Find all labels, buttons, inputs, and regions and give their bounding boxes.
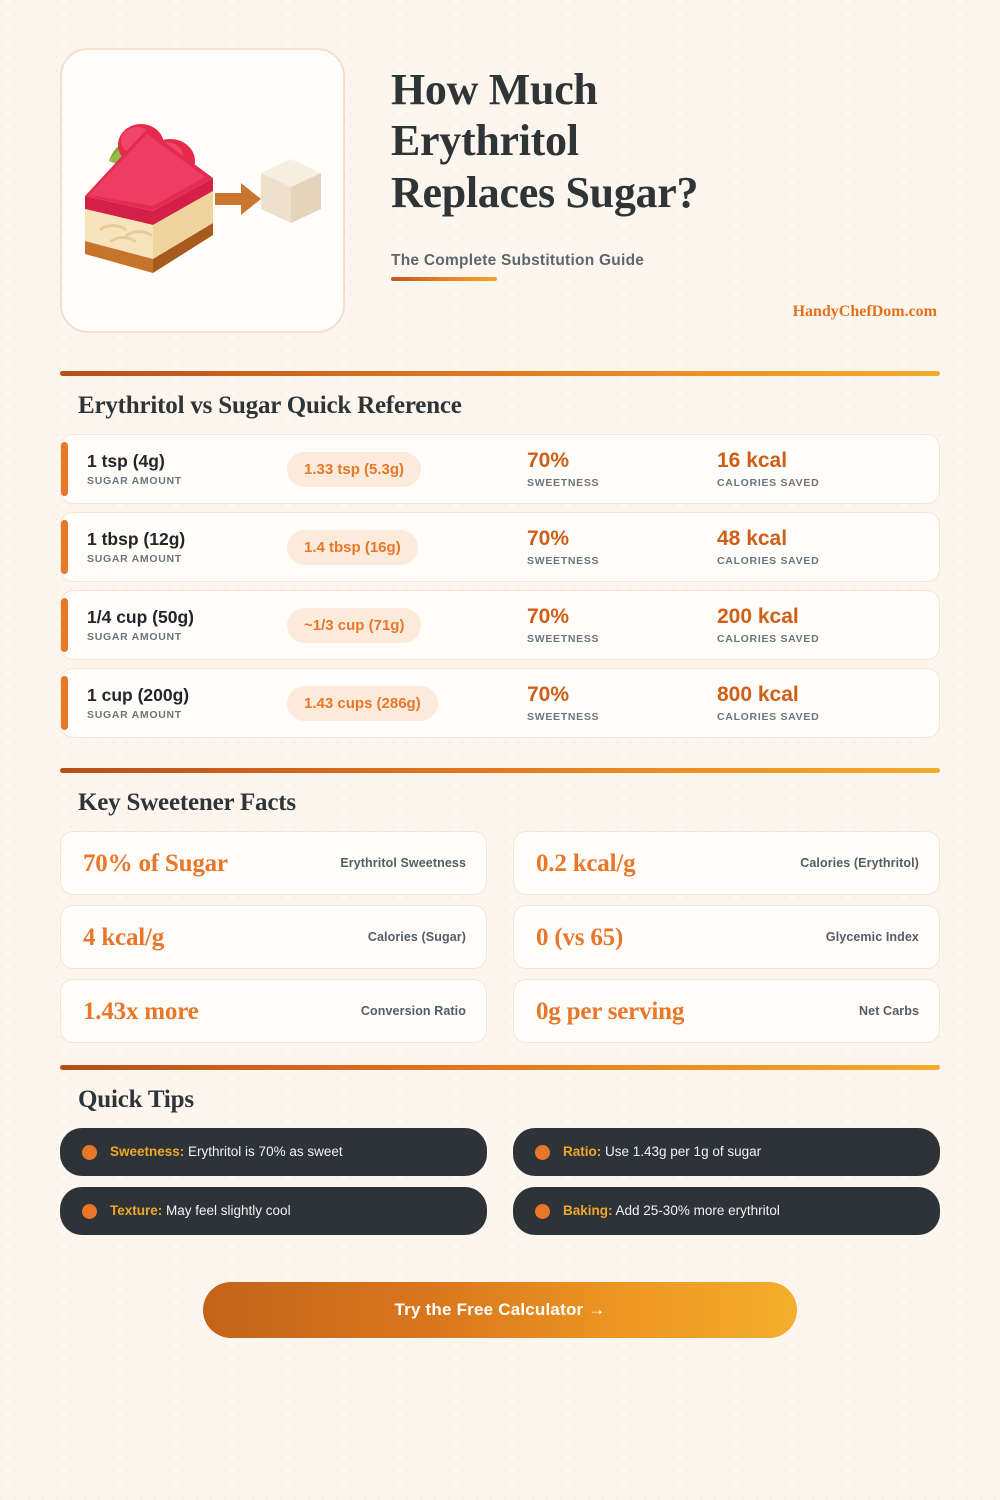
cell-calories-saved bbox=[717, 683, 917, 722]
fact-label: Calories (Erythritol) bbox=[800, 856, 919, 870]
tip-key: Texture: bbox=[110, 1203, 163, 1219]
cell-sugar-amount bbox=[87, 607, 287, 643]
tip-text bbox=[110, 1145, 343, 1159]
fact-label: Glycemic Index bbox=[825, 930, 919, 944]
sweetness-label: SWEETNESS bbox=[527, 476, 600, 489]
sugar-amount-label: SUGAR AMOUNT bbox=[87, 631, 182, 644]
fact-value: 1.43x more bbox=[83, 997, 199, 1025]
erythritol-pill: 1.43 cups (286g) bbox=[287, 686, 438, 721]
tip-text bbox=[563, 1204, 780, 1218]
hero-image-card bbox=[60, 48, 345, 333]
bullet-dot-icon bbox=[82, 1204, 97, 1219]
sweetness-value: 70% bbox=[527, 605, 570, 629]
tip-key: Sweetness: bbox=[110, 1144, 185, 1160]
cell-calories-saved bbox=[717, 449, 917, 488]
erythritol-pill: 1.33 tsp (5.3g) bbox=[287, 452, 421, 487]
tip-text bbox=[110, 1204, 291, 1218]
sweetness-value: 70% bbox=[527, 683, 570, 707]
tip-text bbox=[563, 1145, 761, 1159]
reference-section bbox=[0, 371, 1000, 738]
tip-key: Baking: bbox=[563, 1203, 613, 1219]
tip-item[interactable] bbox=[513, 1187, 940, 1235]
title-line-1: How Much bbox=[391, 65, 598, 114]
cell-erythritol-amount bbox=[287, 530, 527, 565]
facts-grid bbox=[60, 831, 940, 1043]
calories-saved-value: 800 kcal bbox=[717, 683, 799, 707]
tip-body: Use 1.43g per 1g of sugar bbox=[601, 1144, 762, 1160]
calories-saved-label: CALORIES SAVED bbox=[717, 554, 820, 567]
cell-calories-saved bbox=[717, 527, 917, 566]
calories-saved-value: 48 kcal bbox=[717, 527, 788, 551]
sugar-amount-label: SUGAR AMOUNT bbox=[87, 475, 182, 488]
page-title bbox=[391, 64, 940, 218]
sweetness-label: SWEETNESS bbox=[527, 632, 600, 645]
cell-sweetness bbox=[527, 683, 717, 722]
fact-value: 70% of Sugar bbox=[83, 849, 228, 877]
facts-section-title: Key Sweetener Facts bbox=[78, 789, 296, 816]
cheesecake-to-sugar-cube-icon bbox=[75, 63, 330, 318]
fact-value: 0 (vs 65) bbox=[536, 923, 624, 951]
erythritol-pill: 1.4 tbsp (16g) bbox=[287, 530, 418, 565]
fact-card[interactable] bbox=[60, 979, 487, 1043]
erythritol-pill: ~1/3 cup (71g) bbox=[287, 608, 421, 643]
sweetness-value: 70% bbox=[527, 527, 570, 551]
calories-saved-value: 200 kcal bbox=[717, 605, 799, 629]
fact-value: 4 kcal/g bbox=[83, 923, 165, 951]
section-divider-tips bbox=[60, 1065, 940, 1070]
tip-body: Erythritol is 70% as sweet bbox=[184, 1144, 343, 1160]
cell-erythritol-amount bbox=[287, 608, 527, 643]
fact-value: 0.2 kcal/g bbox=[536, 849, 636, 877]
fact-card[interactable] bbox=[60, 905, 487, 969]
row-accent-bar bbox=[61, 520, 68, 574]
tip-item[interactable] bbox=[60, 1128, 487, 1176]
header bbox=[0, 0, 1000, 333]
reference-section-title: Erythritol vs Sugar Quick Reference bbox=[78, 392, 462, 419]
table-row[interactable] bbox=[60, 512, 940, 582]
section-divider-reference bbox=[60, 371, 940, 376]
bullet-dot-icon bbox=[535, 1204, 550, 1219]
row-accent-bar bbox=[61, 442, 68, 496]
table-row[interactable] bbox=[60, 668, 940, 738]
fact-value: 0g per serving bbox=[536, 997, 685, 1025]
calories-saved-label: CALORIES SAVED bbox=[717, 710, 820, 723]
calories-saved-label: CALORIES SAVED bbox=[717, 632, 820, 645]
cell-sweetness bbox=[527, 527, 717, 566]
fact-label: Net Carbs bbox=[859, 1004, 919, 1018]
fact-label: Calories (Sugar) bbox=[367, 930, 466, 944]
calories-saved-label: CALORIES SAVED bbox=[717, 476, 820, 489]
sugar-amount-value: 1/4 cup (50g) bbox=[87, 606, 194, 627]
page-subtitle: The Complete Substitution Guide bbox=[391, 252, 645, 270]
sugar-amount-value: 1 tbsp (12g) bbox=[87, 528, 186, 549]
cta-section bbox=[0, 1282, 1000, 1338]
title-line-2: Erythritol bbox=[391, 116, 579, 166]
calories-saved-value: 16 kcal bbox=[717, 449, 788, 473]
sweetness-label: SWEETNESS bbox=[527, 554, 600, 567]
fact-card[interactable] bbox=[513, 905, 940, 969]
tip-item[interactable] bbox=[60, 1187, 487, 1235]
sugar-amount-value: 1 cup (200g) bbox=[87, 684, 190, 705]
tips-section bbox=[0, 1065, 1000, 1235]
cell-sweetness bbox=[527, 449, 717, 488]
reference-rows bbox=[60, 434, 940, 738]
fact-card[interactable] bbox=[513, 831, 940, 895]
sugar-amount-value: 1 tsp (4g) bbox=[87, 450, 165, 471]
subtitle-block bbox=[391, 252, 940, 281]
sweetness-value: 70% bbox=[527, 449, 570, 473]
fact-label: Conversion Ratio bbox=[360, 1004, 466, 1018]
sugar-amount-label: SUGAR AMOUNT bbox=[87, 709, 182, 722]
fact-card[interactable] bbox=[513, 979, 940, 1043]
tips-section-title: Quick Tips bbox=[78, 1086, 194, 1113]
fact-label: Erythritol Sweetness bbox=[340, 856, 466, 870]
sugar-amount-label: SUGAR AMOUNT bbox=[87, 553, 182, 566]
tip-body: May feel slightly cool bbox=[162, 1203, 291, 1219]
table-row[interactable] bbox=[60, 590, 940, 660]
cell-sweetness bbox=[527, 605, 717, 644]
tip-item[interactable] bbox=[513, 1128, 940, 1176]
tip-key: Ratio: bbox=[563, 1144, 602, 1160]
fact-card[interactable] bbox=[60, 831, 487, 895]
bullet-dot-icon bbox=[535, 1145, 550, 1160]
table-row[interactable] bbox=[60, 434, 940, 504]
cell-sugar-amount bbox=[87, 451, 287, 487]
site-url: HandyChefDom.com bbox=[792, 303, 937, 321]
cell-sugar-amount bbox=[87, 685, 287, 721]
sweetness-label: SWEETNESS bbox=[527, 710, 600, 723]
try-free-calculator-button[interactable]: Try the Free Calculator → bbox=[203, 1282, 797, 1338]
section-divider-facts bbox=[60, 768, 940, 773]
row-accent-bar bbox=[61, 676, 68, 730]
cell-erythritol-amount bbox=[287, 686, 527, 721]
facts-section bbox=[0, 768, 1000, 1043]
tip-body: Add 25-30% more erythritol bbox=[612, 1203, 780, 1219]
cell-sugar-amount bbox=[87, 529, 287, 565]
row-accent-bar bbox=[61, 598, 68, 652]
bullet-dot-icon bbox=[82, 1145, 97, 1160]
cell-erythritol-amount bbox=[287, 452, 527, 487]
title-line-3: Replaces Sugar? bbox=[391, 167, 699, 217]
header-text-block bbox=[391, 48, 940, 333]
cell-calories-saved bbox=[717, 605, 917, 644]
tips-grid bbox=[60, 1128, 940, 1235]
subtitle-underline bbox=[391, 277, 497, 281]
